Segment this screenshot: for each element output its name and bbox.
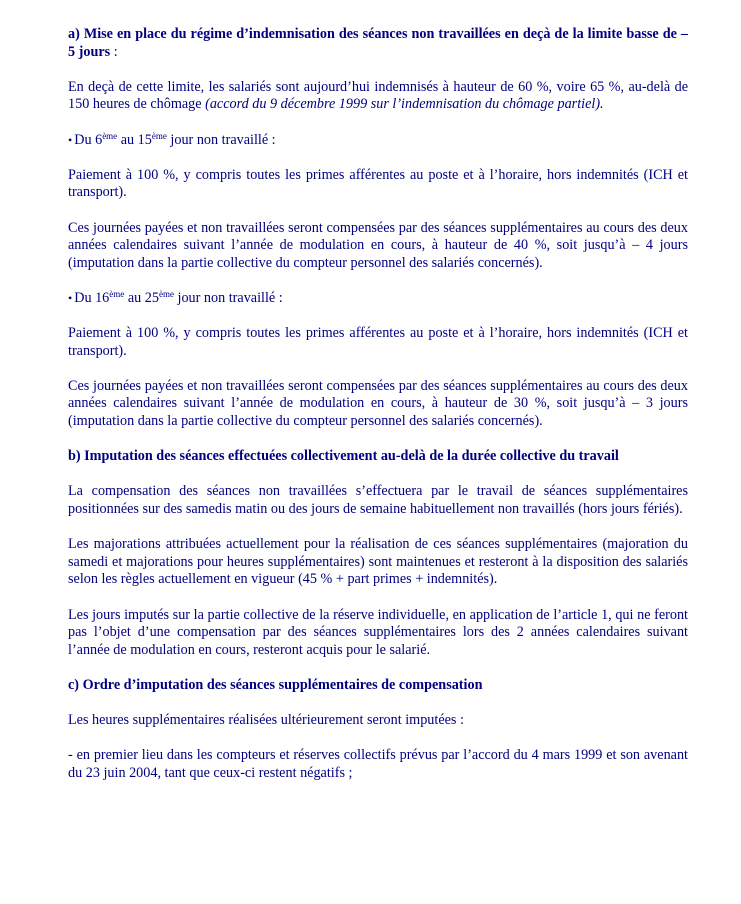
bullet-6-15-days bbox=[68, 132, 688, 150]
bullet1-prefix: Du 6 bbox=[74, 131, 103, 148]
bullet1-sup2: ème bbox=[151, 130, 167, 141]
section-a-intro bbox=[68, 79, 688, 114]
bullet2-middle: au 25 bbox=[124, 289, 159, 306]
bullet1-compensation-paragraph: Ces journées payées et non travaillées seront compensées par des séances supplémentaires au cours des deux années calendaires suivant l’année de modulation en cours, à hauteur de 40 %, soit jusqu’à – 4 jours (imputation dans la partie collective du compteur personnel des salariés concernés). bbox=[68, 219, 688, 271]
document-page bbox=[68, 26, 688, 800]
bullet1-sup1: ème bbox=[102, 130, 118, 141]
section-a-intro-text: En deçà de cette limite, les salariés sont aujourd’hui indemnisés à hauteur de 60 %, voire 65 %, au-delà de 150 heures de chômage bbox=[68, 78, 688, 113]
section-a-heading-colon: : bbox=[110, 43, 118, 60]
bullet2-payment-paragraph: Paiement à 100 %, y compris toutes les primes afférentes au poste et à l’horaire, hors indemnités (ICH et transport). bbox=[68, 325, 688, 359]
section-b-paragraph-3: Les jours imputés sur la partie collective de la réserve individuelle, en application de l’article 1, qui ne feront pas l’objet d’une compensation par des séances supplémentaires lors des 2 années calendaires suivant l’année de modulation en cours, resteront acquis pour le salarié. bbox=[68, 606, 688, 658]
bullet-icon: • bbox=[68, 132, 73, 147]
section-b-heading: b) Imputation des séances effectuées collectivement au-delà de la durée collective du travail bbox=[68, 448, 619, 465]
bullet1-payment-paragraph: Paiement à 100 %, y compris toutes les primes afférentes au poste et à l’horaire, hors indemnités (ICH et transport). bbox=[68, 166, 688, 201]
bullet2-prefix: Du 16 bbox=[74, 289, 110, 306]
section-c-heading: c) Ordre d’imputation des séances supplémentaires de compensation bbox=[68, 676, 483, 693]
section-a-heading bbox=[68, 26, 688, 61]
section-a-heading-text: a) Mise en place du régime d’indemnisation des séances non travaillées en deçà de la limite basse de – 5 jours bbox=[68, 26, 688, 60]
section-c-paragraph-2: - en premier lieu dans les compteurs et réserves collectifs prévus par l’accord du 4 mars 1999 et son avenant du 23 juin 2004, tant que ceux-ci restent négatifs ; bbox=[68, 747, 688, 781]
bullet1-suffix: jour non travaillé : bbox=[166, 131, 276, 148]
bullet2-compensation-paragraph: Ces journées payées et non travaillées seront compensées par des séances supplémentaires au cours des deux années calendaires suivant l’année de modulation en cours, à hauteur de 30 %, soit jusqu’à – 3 jours (imputation dans la partie collective du compteur personnel des salariés concernés). bbox=[68, 377, 688, 430]
bullet2-suffix: jour non travaillé : bbox=[173, 289, 283, 306]
bullet2-sup1: ème bbox=[109, 288, 125, 299]
bullet1-middle: au 15 bbox=[117, 131, 152, 148]
section-c-paragraph-1: Les heures supplémentaires réalisées ultérieurement seront imputées : bbox=[68, 712, 464, 729]
bullet-16-25-days bbox=[68, 290, 688, 308]
section-b-paragraph-1: La compensation des séances non travaillées s’effectuera par le travail de séances supplémentaires positionnées sur des samedis matin ou des jours de semaine habituellement non travaillés (hors jours fériés). bbox=[68, 483, 688, 518]
bullet-icon: • bbox=[68, 290, 73, 305]
bullet2-sup2: ème bbox=[158, 288, 174, 299]
section-b-paragraph-2: Les majorations attribuées actuellement pour la réalisation de ces séances supplémentaires (majoration du samedi et majorations pour heures supplémentaires) sont maintenues et resteront à la disposition des salariés selon les règles actuellement en vigueur (45 % + part primes + indemnités). bbox=[68, 536, 688, 588]
section-a-intro-reference: (accord du 9 décembre 1999 sur l’indemnisation du chômage partiel). bbox=[205, 96, 604, 113]
